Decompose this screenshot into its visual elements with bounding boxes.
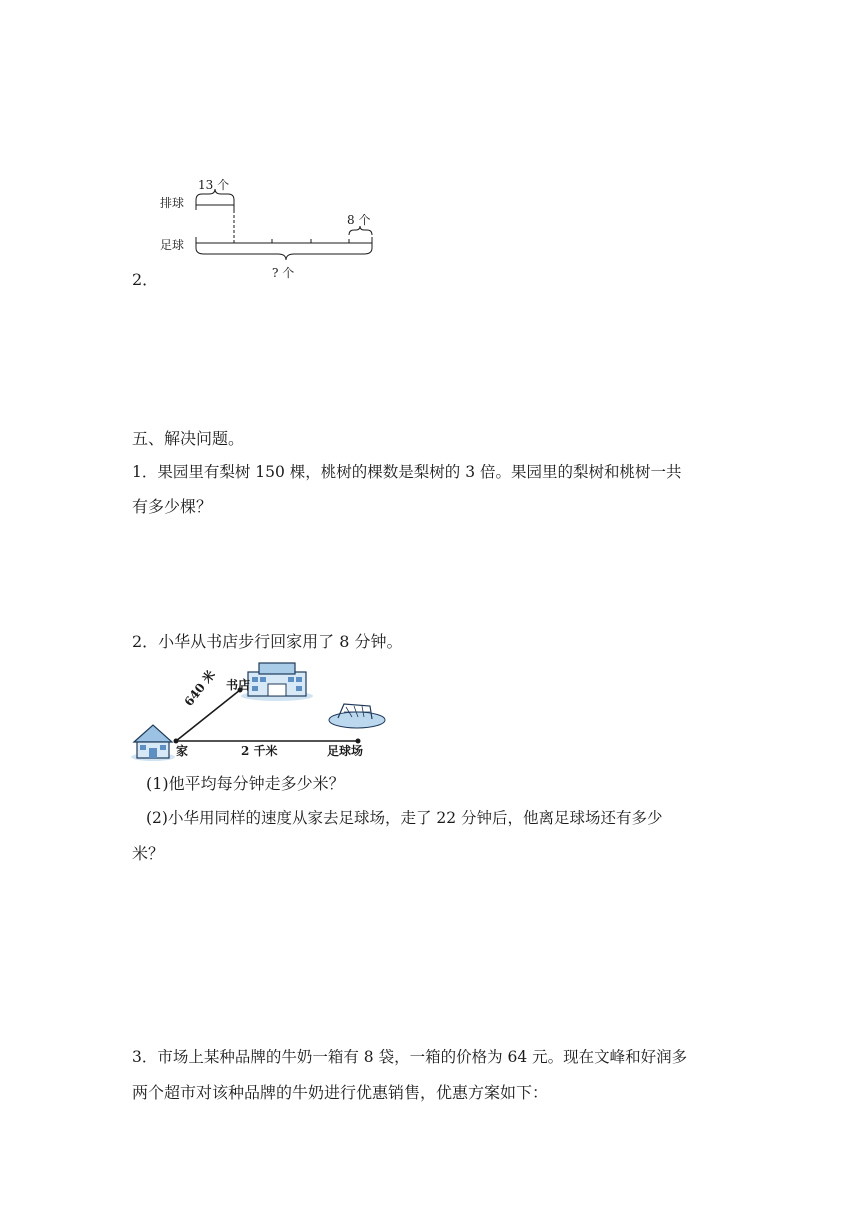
q2-sub1: (1)他平均每分钟走多少米？ xyxy=(146,774,345,793)
section-title: 五、解决问题。 xyxy=(132,429,245,448)
q2-intro: 2．小华从书店步行回家用了 8 分钟。 xyxy=(132,632,403,651)
label-bookstore: 书店 xyxy=(226,678,251,692)
q2-sub2-line2: 米？ xyxy=(132,844,165,863)
label-home: 家 xyxy=(176,744,189,758)
football-field-icon xyxy=(329,704,385,728)
home-icon xyxy=(131,725,175,761)
label-8: 8 个 xyxy=(347,213,371,227)
bookstore-icon xyxy=(241,663,313,701)
label-field: 足球场 xyxy=(327,744,364,758)
q3-line2: 两个超市对该种品牌的牛奶进行优惠销售，优惠方案如下： xyxy=(132,1083,549,1102)
label-volleyball: 排球 xyxy=(160,196,185,210)
label-total: ? 个 xyxy=(272,266,295,280)
label-640m: 640 米 xyxy=(181,667,218,709)
q1-line1: 1．果园里有梨树 150 棵，桃树的棵数是梨树的 3 倍。果园里的梨树和桃树一共 xyxy=(132,463,682,481)
q3-line1: 3．市场上某种品牌的牛奶一箱有 8 袋，一箱的价格为 64 元。现在文峰和好润多 xyxy=(132,1048,688,1066)
question-number: 2． xyxy=(132,270,159,289)
q1-line2: 有多少棵？ xyxy=(132,497,213,516)
label-2km: 2 千米 xyxy=(241,744,278,758)
label-football: 足球 xyxy=(160,238,185,252)
q2-sub2-line1: (2)小华用同样的速度从家去足球场，走了 22 分钟后，他离足球场还有多少 xyxy=(146,809,663,827)
label-13: 13 个 xyxy=(198,178,230,192)
